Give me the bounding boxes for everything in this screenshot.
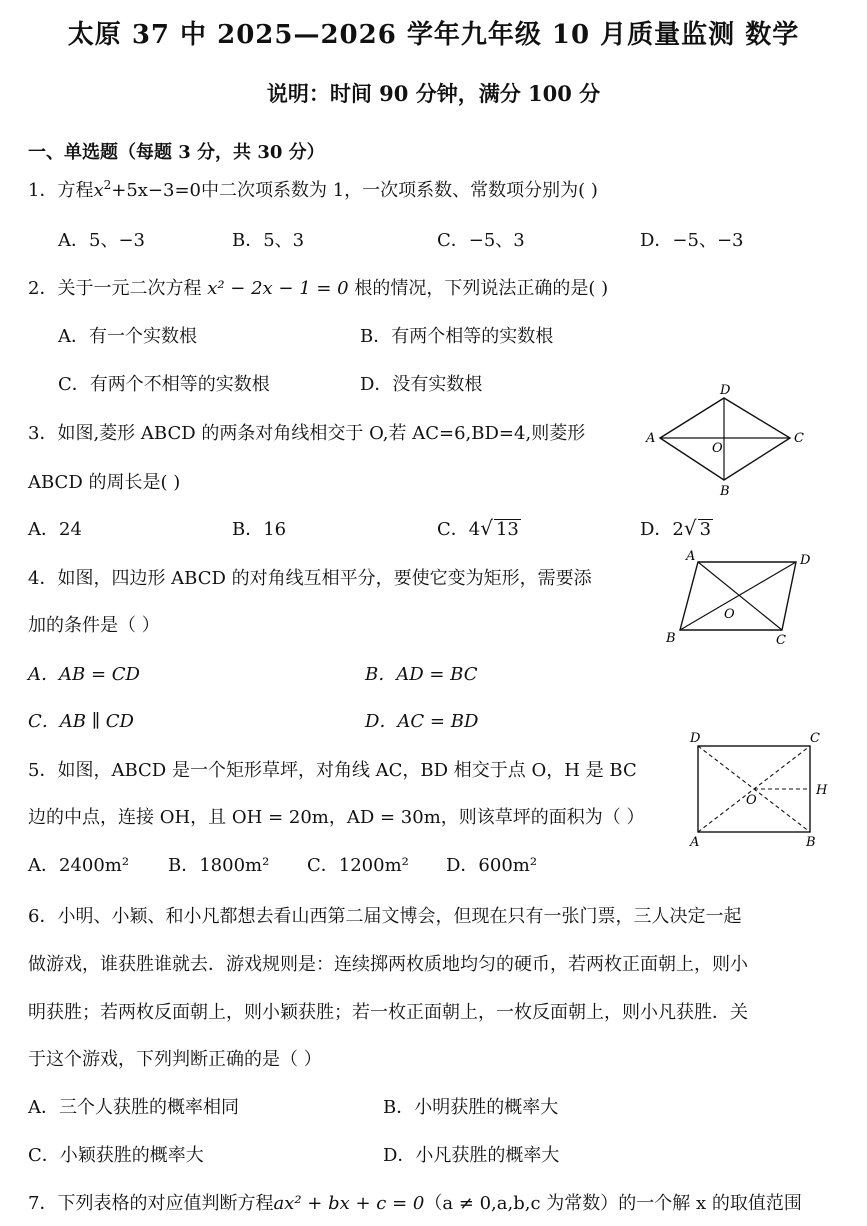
option-text: C．AB ∥ CD: [28, 711, 134, 732]
q1-option-a: A．5、−3: [58, 230, 145, 251]
stem-text: （a ≠ 0,a,b,c 为常数）的一个解 x 的取值范围: [424, 1193, 802, 1214]
rectangle-figure: [682, 728, 842, 850]
q3-option-c: [437, 515, 521, 541]
question-6-stem: [28, 902, 741, 928]
rhombus-figure: [640, 380, 810, 500]
question-number: 2．: [28, 278, 58, 299]
option-text: A．AB = CD: [28, 664, 140, 685]
q1-option-b: B．5、3: [232, 230, 305, 251]
q6-option-a: A．三个人获胜的概率相同: [28, 1097, 239, 1118]
q6-option-d: D．小凡获胜的概率大: [383, 1145, 560, 1166]
question-5-stem-cont: 边的中点，连接 OH，且 OH = 20m，AD = 30m，则该草坪的面积为（ ）: [28, 807, 645, 828]
question-number: 4．: [28, 568, 58, 589]
stem-text: 小明、小颖、和小凡都想去看山西第二届文博会，但现在只有一张门票，三人决定一起: [57, 906, 742, 927]
label-b: B: [666, 631, 676, 646]
page-subtitle: 说明：时间 90 分钟，满分 100 分: [266, 81, 601, 106]
label-d: D: [800, 553, 811, 568]
q5-option-c: C．1200m²: [307, 855, 409, 876]
q6-option-b: B．小明获胜的概率大: [383, 1097, 559, 1118]
q6-option-c: C．小颖获胜的概率大: [28, 1145, 204, 1166]
radicand: 13: [495, 519, 519, 540]
stem-text: +5x−3=0中二次项系数为 1，一次项系数、常数项分别为( ): [111, 180, 598, 201]
q4-option-c: [28, 707, 134, 733]
question-number: 7．: [28, 1193, 58, 1214]
q1-option-c: C．−5、3: [437, 230, 525, 251]
q3-option-d: [640, 515, 713, 541]
q4-option-b: [365, 660, 478, 686]
exponent: 2: [103, 178, 112, 192]
stem-text: 如图，ABCD 是一个矩形草坪，对角线 AC，BD 相交于点 O，H 是 BC: [57, 760, 637, 781]
question-number: 6．: [28, 906, 58, 927]
label-c: C: [794, 431, 804, 446]
question-2-stem: [28, 274, 608, 300]
question-number: 3．: [28, 423, 58, 444]
label-b: B: [720, 484, 730, 499]
question-5-stem: [28, 756, 637, 782]
label-o: O: [712, 441, 723, 456]
q5-option-a: A．2400m²: [28, 855, 130, 876]
label-b: B: [806, 835, 816, 850]
question-number: 1．: [28, 180, 58, 201]
question-6-stem-line2: 做游戏，谁获胜谁就去．游戏规则是：连续掷两枚质地均匀的硬币，若两枚正面朝上，则小: [28, 954, 748, 975]
option-text: B．AD = BC: [365, 664, 478, 685]
stem-text: 如图，四边形 ABCD 的对角线互相平分，要使它变为矩形，需要添: [57, 568, 592, 589]
page-title: 太原 37 中 2025—2026 学年九年级 10 月质量监测 数学: [67, 20, 800, 50]
q2-option-a: A．有一个实数根: [58, 326, 197, 347]
question-1-stem: [28, 176, 598, 202]
q3-option-a: A．24: [28, 519, 82, 540]
option-text: D．AC = BD: [365, 711, 479, 732]
stem-text: 根的情况，下列说法正确的是( ): [354, 278, 609, 299]
section-heading: 一、单选题（每题 3 分，共 30 分）: [28, 142, 325, 163]
question-3-stem: [28, 419, 585, 445]
q5-option-d: D．600m²: [446, 855, 538, 876]
equation: ax² + bx + c = 0: [273, 1193, 425, 1214]
option-label: D．2: [640, 519, 684, 540]
label-o: O: [746, 793, 757, 808]
question-number: 5．: [28, 760, 58, 781]
parallelogram-figure: [660, 548, 830, 648]
stem-text: 关于一元二次方程: [57, 278, 202, 299]
label-h: H: [816, 783, 828, 798]
var-x: x: [93, 180, 104, 201]
label-a: A: [646, 431, 656, 446]
sqrt-sign: √: [480, 516, 493, 540]
q2-option-b: B．有两个相等的实数根: [360, 326, 554, 347]
equation: x² − 2x − 1 = 0: [207, 278, 349, 299]
q3-option-b: B．16: [232, 519, 287, 540]
label-c: C: [810, 731, 820, 746]
label-o: O: [724, 607, 735, 622]
label-d: D: [690, 731, 701, 746]
q2-option-c: C．有两个不相等的实数根: [58, 374, 270, 395]
question-7-stem: [28, 1189, 802, 1215]
q1-option-d: D．−5、−3: [640, 230, 744, 251]
label-c: C: [776, 633, 786, 648]
question-6-stem-line4: 于这个游戏，下列判断正确的是（ ）: [28, 1049, 322, 1070]
label-a: A: [686, 549, 696, 564]
label-d: D: [720, 383, 731, 398]
question-3-stem-cont: ABCD 的周长是( ): [28, 472, 181, 493]
label-a: A: [690, 835, 700, 850]
question-4-stem: [28, 564, 592, 590]
option-label: C．4: [437, 519, 481, 540]
q4-option-d: [365, 707, 478, 733]
q4-option-a: [28, 660, 140, 686]
q5-option-b: B．1800m²: [168, 855, 270, 876]
q2-option-d: D．没有实数根: [360, 374, 483, 395]
question-6-stem-line3: 明获胜；若两枚反面朝上，则小颖获胜；若一枚正面朝上，一枚反面朝上，则小凡获胜．关: [28, 1002, 748, 1023]
stem-text: 如图,菱形 ABCD 的两条对角线相交于 O,若 AC=6,BD=4,则菱形: [57, 423, 586, 444]
stem-text: 方程: [57, 180, 94, 201]
sqrt-sign: √: [683, 516, 697, 540]
radicand: 3: [699, 519, 712, 540]
stem-text: 下列表格的对应值判断方程: [57, 1193, 274, 1214]
question-4-stem-cont: 加的条件是（ ）: [28, 615, 160, 636]
